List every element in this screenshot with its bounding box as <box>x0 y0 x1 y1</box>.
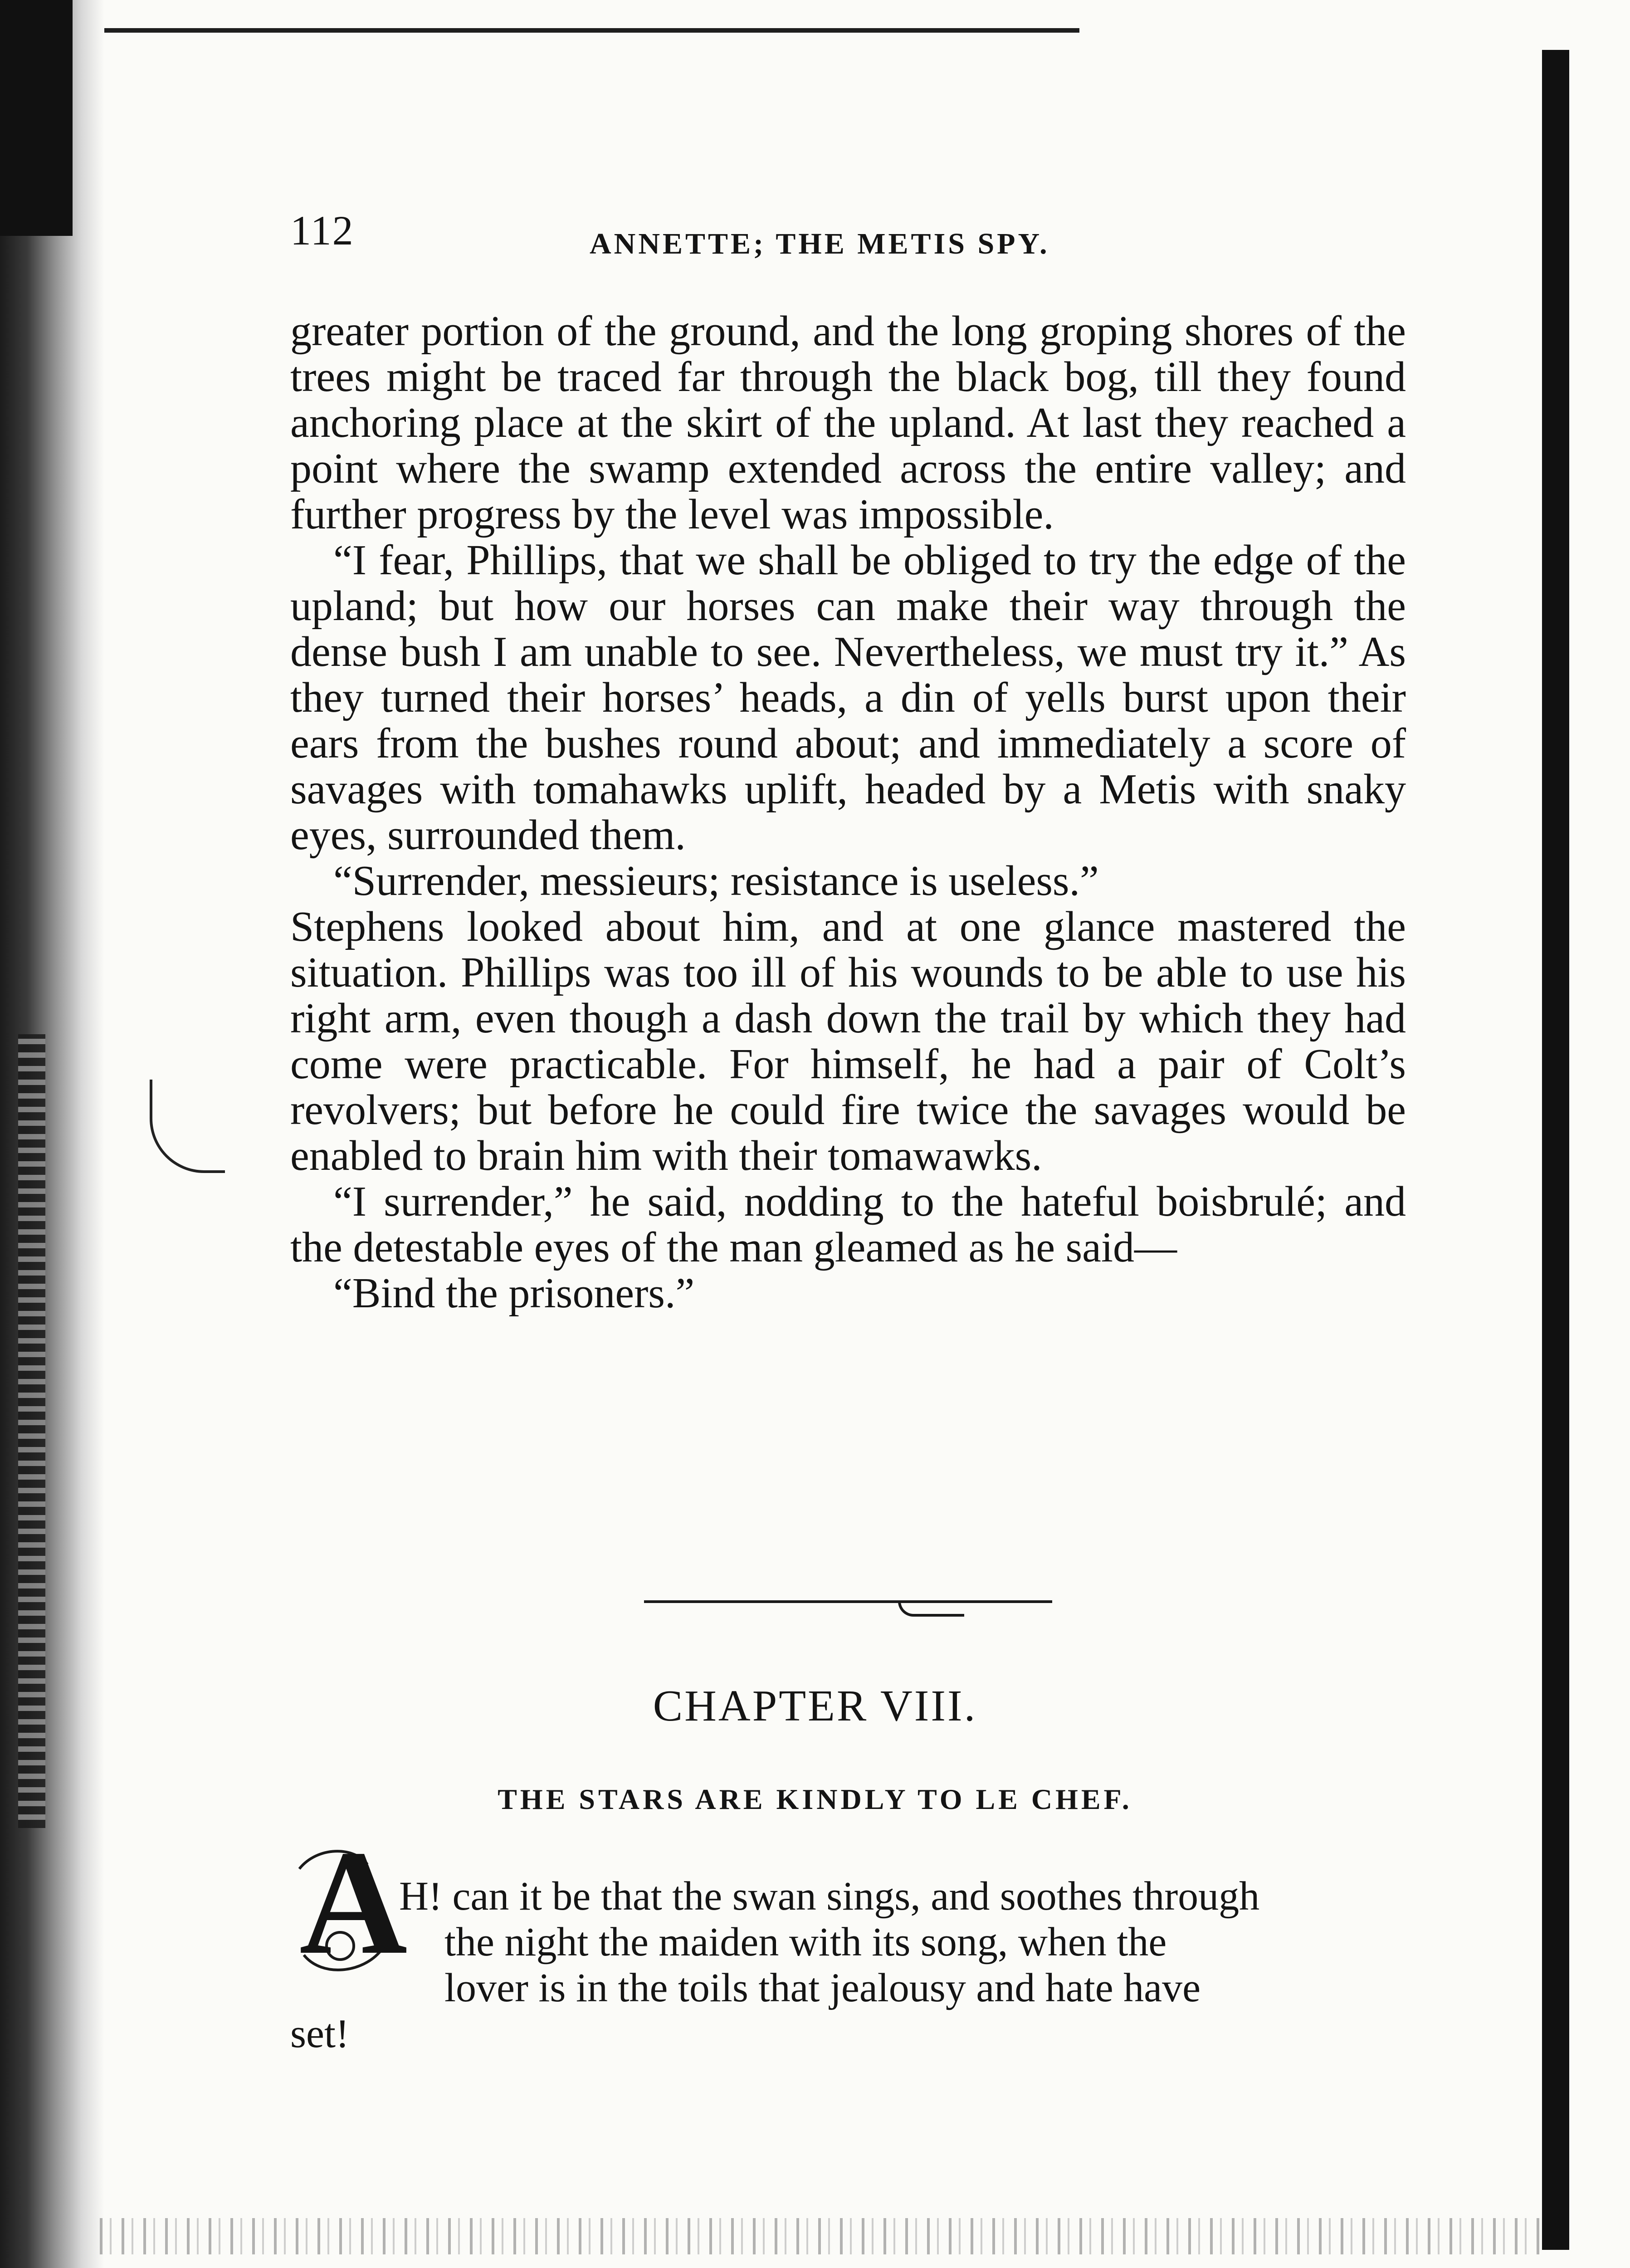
paragraph: “Bind the prisoners.” <box>333 1270 695 1317</box>
right-edge-bar <box>1542 50 1569 2250</box>
chapter-opening <box>290 1873 1406 2057</box>
paragraph: “I surrender,” he said, nodding to the hateful boisbrulé; and the detestable eyes of the man gleamed as he said— <box>290 1178 1406 1271</box>
divider-curl <box>898 1601 964 1617</box>
page-number: 112 <box>290 207 354 254</box>
opening-line: set! <box>290 2011 349 2056</box>
bottom-edge-noise <box>100 2218 1542 2254</box>
binding-dark-corner <box>0 0 73 236</box>
body-text <box>290 308 1406 1316</box>
binding-shadow <box>0 0 104 2268</box>
top-edge-rule <box>104 28 1079 33</box>
paragraph: “Surrender, messieurs; resistance is useless.” <box>333 857 1099 904</box>
margin-pencil-mark <box>150 1080 225 1173</box>
opening-line: lover is in the toils that jealousy and hate have <box>444 1965 1201 2010</box>
drop-cap-letter: A <box>299 1820 408 1985</box>
paragraph: “I fear, Phillips, that we shall be obliged to try the edge of the upland; but how our horses can make their way through the dense bush I am unable to see. Nevertheless, we must try it.” As they turned their horses’ heads, a din of yells burst upon their ears from the bushes round about; and immediately a score of savages with tomahawks uplift, headed by a Metis with snaky eyes, surrounded them. <box>290 537 1406 859</box>
chapter-subtitle: THE STARS ARE KINDLY TO LE CHEF. <box>498 1783 1132 1815</box>
section-divider-ornament <box>644 1597 1052 1615</box>
opening-line: the night the maiden with its song, when the <box>444 1920 1167 1965</box>
running-head: ANNETTE; THE METIS SPY. <box>590 227 1050 260</box>
paragraph: Stephens looked about him, and at one glance mastered the situation. Phillips was too ill of his wounds to be able to use his right arm, even though a dash down the trail by which they had come were practicable. For himself, he had a pair of Colt’s revolvers; but before he could fire twice the savages would be enabled to brain him with their tomawawks. <box>290 903 1406 1179</box>
paragraph: greater portion of the ground, and the long groping shores of the trees might be traced far through the black bog, till they found anchoring place at the skirt of the upland. At last they reached a point where the swamp extended across the entire valley; and further progress by the level was impossible. <box>290 308 1406 538</box>
chapter-title: CHAPTER VIII. <box>653 1681 977 1730</box>
divider-line <box>644 1600 1052 1603</box>
opening-line: H! can it be that the swan sings, and soothes through <box>399 1874 1260 1919</box>
